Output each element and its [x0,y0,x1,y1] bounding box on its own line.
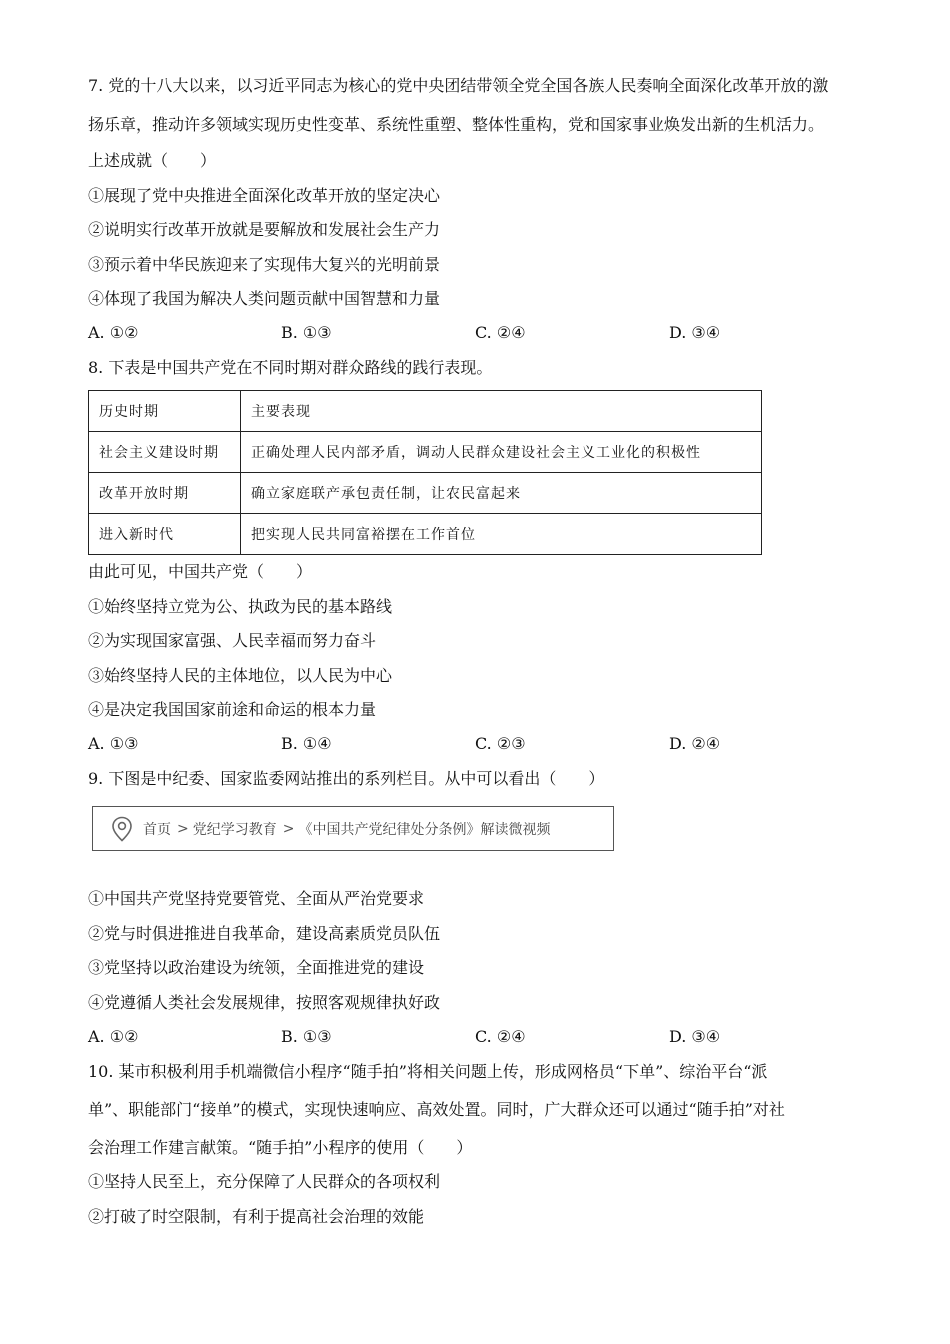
q7-stem-line1: 7. 党的十八大以来，以习近平同志为核心的党中央团结带领全党全国各族人民奏响全面深化改革开放的激 [88,76,829,95]
q9-stem: 9. 下图是中纪委、国家监委网站推出的系列栏目。从中可以看出（ ） [88,769,605,788]
table-row [89,432,762,473]
q7-options [88,323,788,343]
q7-item-4: ④体现了我国为解决人类问题贡献中国智慧和力量 [88,289,441,308]
q8-option-a[interactable]: A. ①③ [88,734,139,753]
table-cell: 改革开放时期 [89,473,241,514]
q9-option-d[interactable]: D. ③④ [669,1027,721,1046]
q7-option-d[interactable]: D. ③④ [669,323,721,342]
q8-after-table: 由此可见，中国共产党（ ） [88,562,313,581]
q7-stem-line3: 上述成就（ ） [88,151,217,170]
q7-item-1: ①展现了党中央推进全面深化改革开放的坚定决心 [88,186,441,205]
q9-item-4: ④党遵循人类社会发展规律，按照客观规律执好政 [88,993,441,1012]
q9-option-a[interactable]: A. ①② [88,1027,139,1046]
q10-stem-line3: 会治理工作建言献策。“随手拍”小程序的使用（ ） [88,1138,473,1157]
q8-item-3: ③始终坚持人民的主体地位，以人民为中心 [88,666,393,685]
q7-item-3: ③预示着中华民族迎来了实现伟大复兴的光明前景 [88,255,441,274]
table-cell: 进入新时代 [89,514,241,555]
q9-options [88,1027,788,1047]
q9-option-c[interactable]: C. ②④ [475,1027,526,1046]
breadcrumb-item-education[interactable]: 党纪学习教育 [192,821,277,838]
breadcrumb-item-home[interactable]: 首页 [143,821,171,838]
table-cell: 把实现人民共同富裕摆在工作首位 [241,514,762,555]
q8-option-d[interactable]: D. ②④ [669,734,721,753]
table-cell: 确立家庭联产承包责任制，让农民富起来 [241,473,762,514]
q10-item-2: ②打破了时空限制，有利于提高社会治理的效能 [88,1207,425,1226]
q8-item-4: ④是决定我国国家前途和命运的根本力量 [88,700,377,719]
q10-stem-line1: 10. 某市积极利用手机端微信小程序“随手拍”将相关问题上传，形成网格员“下单”、综治平台“派 [88,1062,768,1081]
q9-item-3: ③党坚持以政治建设为统领，全面推进党的建设 [88,958,425,977]
q7-stem-line2: 扬乐章，推动许多领域实现历史性变革、系统性重塑、整体性重构，党和国家事业焕发出新的生机活力。 [88,115,825,134]
q7-option-b[interactable]: B. ①③ [281,323,332,342]
breadcrumb-item-video[interactable]: 《中国共产党纪律处分条例》解读微视频 [298,821,551,838]
table-row [89,473,762,514]
breadcrumb [92,806,614,851]
q8-item-1: ①始终坚持立党为公、执政为民的基本路线 [88,597,393,616]
q8-options [88,734,788,754]
table-row [89,514,762,555]
q8-item-2: ②为实现国家富强、人民幸福而努力奋斗 [88,631,377,650]
q9-item-1: ①中国共产党坚持党要管党、全面从严治党要求 [88,889,425,908]
table-header-cell: 历史时期 [89,391,241,432]
q8-option-c[interactable]: C. ②③ [475,734,526,753]
q7-option-a[interactable]: A. ①② [88,323,139,342]
q8-stem: 8. 下表是中国共产党在不同时期对群众路线的践行表现。 [88,358,493,377]
table-cell: 正确处理人民内部矛盾，调动人民群众建设社会主义工业化的积极性 [241,432,762,473]
q9-option-b[interactable]: B. ①③ [281,1027,332,1046]
location-pin-icon [111,816,133,842]
q7-option-c[interactable]: C. ②④ [475,323,526,342]
table-header-cell: 主要表现 [241,391,762,432]
q7-item-2: ②说明实行改革开放就是要解放和发展社会生产力 [88,220,441,239]
breadcrumb-separator: > [177,820,189,837]
q10-item-1: ①坚持人民至上，充分保障了人民群众的各项权利 [88,1172,441,1191]
q8-option-b[interactable]: B. ①④ [281,734,332,753]
breadcrumb-separator: > [282,820,295,837]
table-cell: 社会主义建设时期 [89,432,241,473]
table-header-row [89,391,762,432]
q9-item-2: ②党与时俱进推进自我革命，建设高素质党员队伍 [88,924,441,943]
q8-table [88,390,762,555]
q10-stem-line2: 单”、职能部门“接单”的模式，实现快速响应、高效处置。同时，广大群众还可以通过“随手拍”对社 [88,1100,785,1119]
